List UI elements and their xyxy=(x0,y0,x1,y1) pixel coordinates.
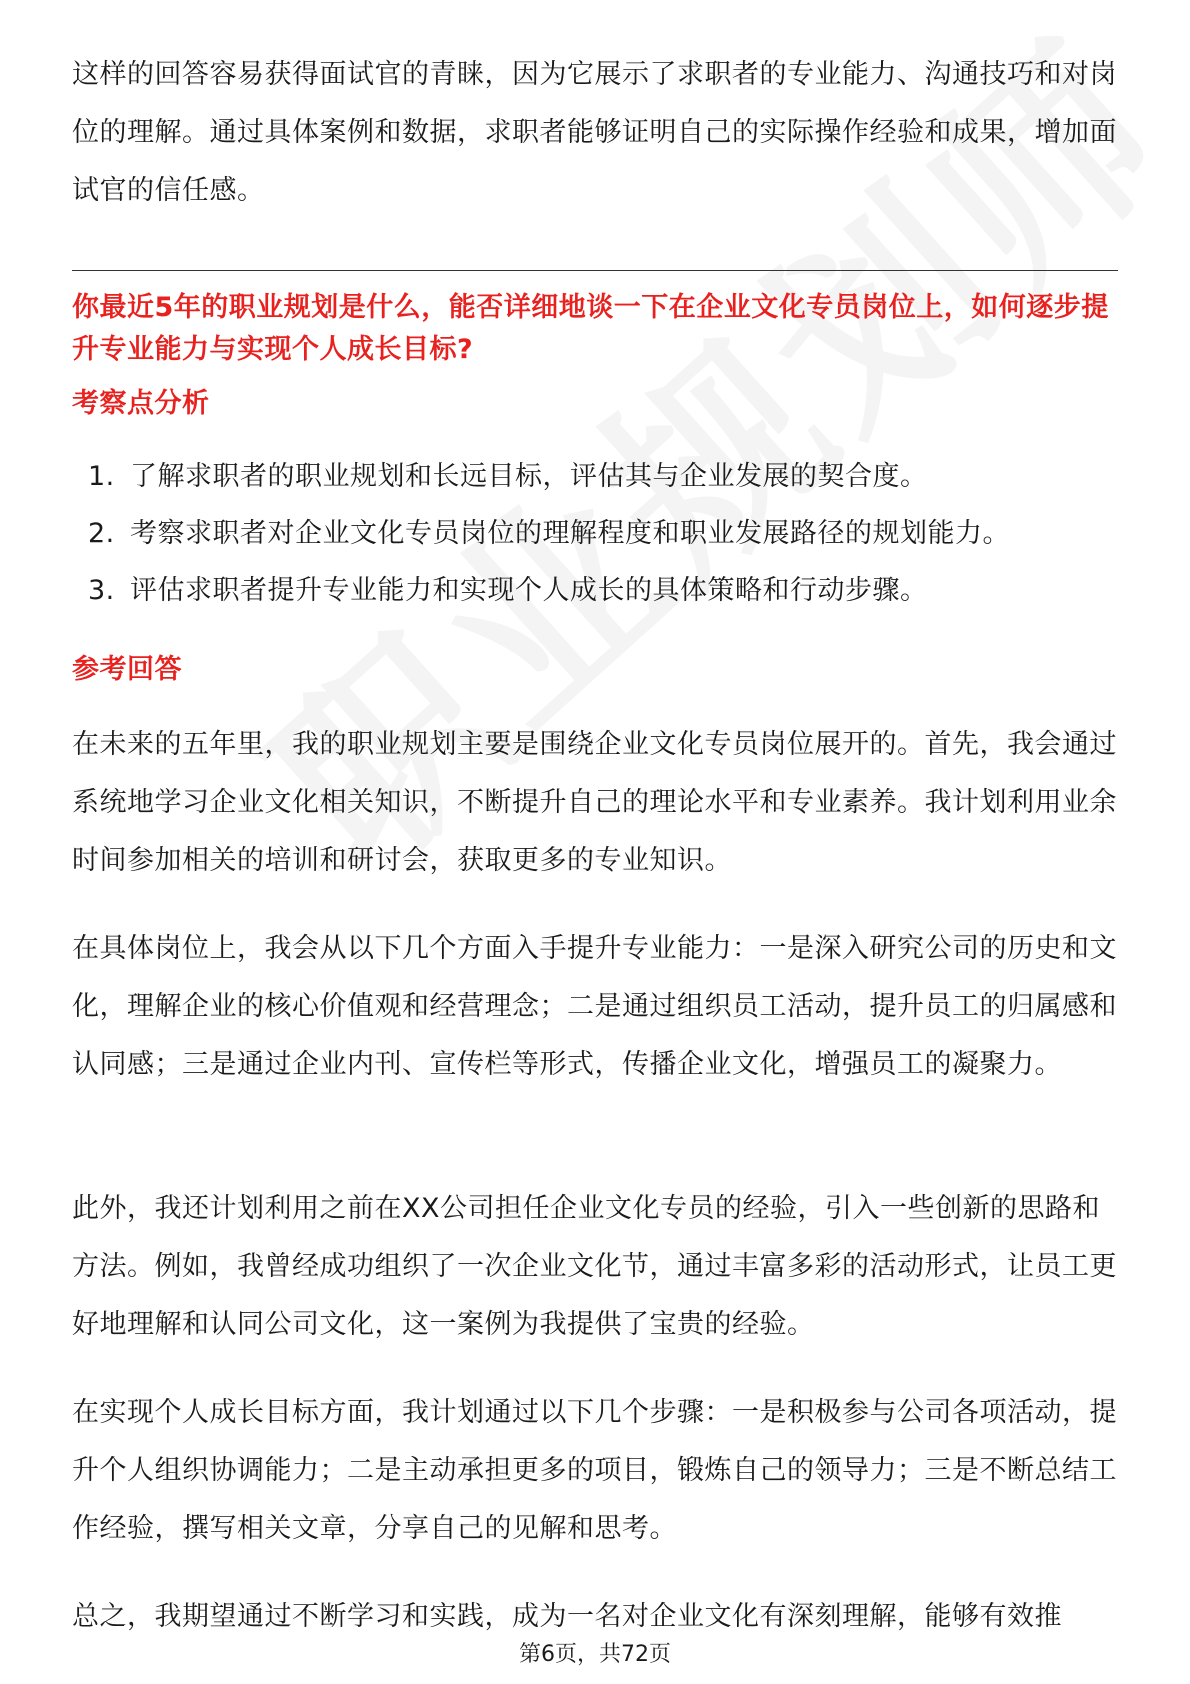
point-number: 3. xyxy=(88,575,115,606)
interview-question: 你最近5年的职业规划是什么，能否详细地谈一下在企业文化专员岗位上，如何逐步提升专业能力与实现个人成长目标? xyxy=(72,292,1109,365)
point-number: 2. xyxy=(88,518,115,549)
point-text: 了解求职者的职业规划和长远目标，评估其与企业发展的契合度。 xyxy=(130,461,928,492)
analysis-heading: 考察点分析 xyxy=(72,388,210,419)
point-number: 1. xyxy=(88,461,115,492)
answer-paragraph: 在实现个人成长目标方面，我计划通过以下几个步骤：一是积极参与公司各项活动，提升个人组织协调能力；二是主动承担更多的项目，锻炼自己的领导力；三是不断总结工作经验，撰写相关文章，分享自己的见解和思考。 xyxy=(72,1397,1117,1544)
point-text: 考察求职者对企业文化专员岗位的理解程度和职业发展路径的规划能力。 xyxy=(130,518,1010,549)
document-page xyxy=(72,0,1118,1684)
analysis-point xyxy=(88,562,1118,619)
answer-paragraph: 总之，我期望通过不断学习和实践，成为一名对企业文化有深刻理解，能够有效推 xyxy=(72,1601,1062,1632)
answer-heading: 参考回答 xyxy=(72,654,182,685)
section-divider xyxy=(72,270,1118,271)
analysis-point xyxy=(88,448,1118,505)
point-text: 评估求职者提升专业能力和实现个人成长的具体策略和行动步骤。 xyxy=(130,575,928,606)
intro-paragraph: 这样的回答容易获得面试官的青睐，因为它展示了求职者的专业能力、沟通技巧和对岗位的理解。通过具体案例和数据，求职者能够证明自己的实际操作经验和成果，增加面试官的信任感。 xyxy=(72,59,1117,206)
answer-paragraph: 在未来的五年里，我的职业规划主要是围绕企业文化专员岗位展开的。首先，我会通过系统地学习企业文化相关知识，不断提升自己的理论水平和专业素养。我计划利用业余时间参加相关的培训和研讨会，获取更多的专业知识。 xyxy=(72,729,1117,876)
analysis-point xyxy=(88,505,1118,562)
answer-paragraph: 此外，我还计划利用之前在XX公司担任企业文化专员的经验，引入一些创新的思路和方法。例如，我曾经成功组织了一次企业文化节，通过丰富多彩的活动形式，让员工更好地理解和认同公司文化，这一案例为我提供了宝贵的经验。 xyxy=(72,1193,1117,1340)
answer-paragraph: 在具体岗位上，我会从以下几个方面入手提升专业能力：一是深入研究公司的历史和文化，理解企业的核心价值观和经营理念；二是通过组织员工活动，提升员工的归属感和认同感；三是通过企业内刊、宣传栏等形式，传播企业文化，增强员工的凝聚力。 xyxy=(72,933,1117,1080)
page-number-footer: 第6页，共72页 xyxy=(519,1642,671,1667)
analysis-point-list xyxy=(88,448,1118,619)
